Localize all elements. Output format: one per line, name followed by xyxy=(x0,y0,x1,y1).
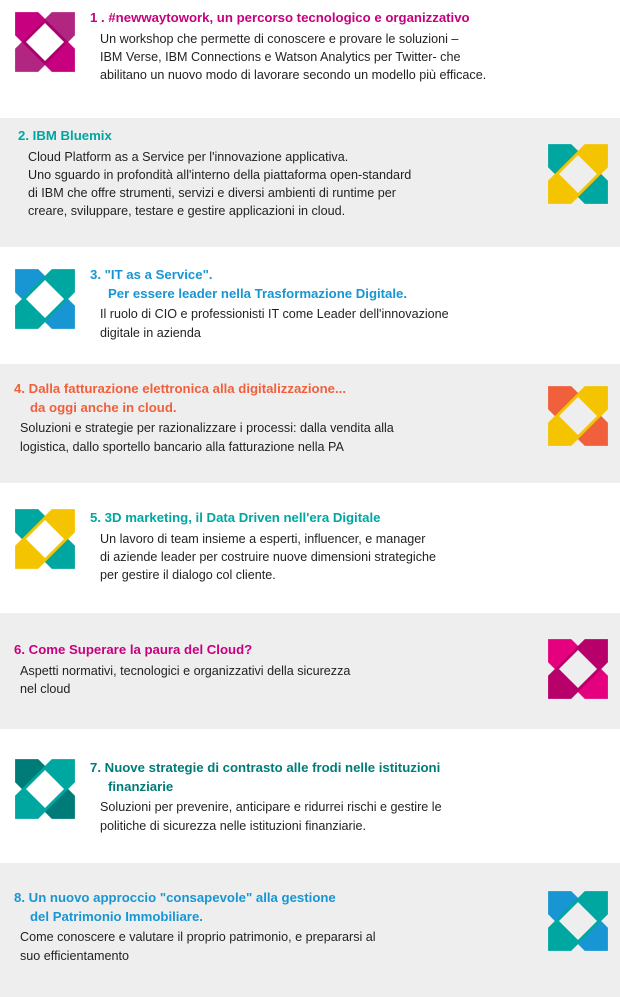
text-cell-2 xyxy=(0,118,544,221)
section-2-body-line-4: creare, sviluppare, testare e gestire applicazioni in cloud. xyxy=(28,204,346,219)
section-4-title-line-1: Dalla fatturazione elettronica alla digitalizzazione... xyxy=(28,381,346,396)
section-5-body-line-3: per gestire il dialogo col cliente. xyxy=(100,568,276,583)
section-7-number: 7. xyxy=(90,760,101,775)
text-cell-3 xyxy=(90,247,620,342)
section-2-body-line-3: di IBM che offre strumenti, servizi e diversi ambienti di runtime per xyxy=(28,186,396,201)
section-4 xyxy=(0,364,620,483)
section-5-body xyxy=(90,530,620,585)
ibm-ribbon-logo-orange-yellow-icon xyxy=(544,382,612,450)
section-8-title xyxy=(14,889,544,926)
section-8-body-line-2: suo efficientamento xyxy=(20,948,129,963)
logo-cell-8 xyxy=(544,863,620,955)
section-3-title xyxy=(90,266,620,303)
section-2-body-line-1: Cloud Platform as a Service per l'innovazione applicativa. xyxy=(28,149,349,164)
section-4-title-line-2: da oggi anche in cloud. xyxy=(30,399,177,415)
section-1-number: 1 . xyxy=(90,10,105,25)
section-5-body-line-1: Un lavoro di team insieme a esperti, influencer, e manager xyxy=(100,531,426,546)
section-7-body-line-2: politiche di sicurezza nelle istituzioni finanziarie. xyxy=(100,818,366,833)
section-7-body xyxy=(90,798,620,835)
section-2-title xyxy=(18,127,544,146)
section-3-body-line-2: digitale in azienda xyxy=(100,325,201,340)
section-1-title xyxy=(90,9,620,28)
section-7-body-line-1: Soluzioni per prevenire, anticipare e ridurrei rischi e gestire le xyxy=(100,800,442,815)
logo-cell-4 xyxy=(544,364,620,450)
section-2-title-line-1: IBM Bluemix xyxy=(32,128,112,143)
section-1-body xyxy=(90,30,620,85)
ibm-ribbon-logo-blue-icon xyxy=(544,887,612,955)
section-6-body xyxy=(14,662,544,699)
section-4-body-line-1: Soluzioni e strategie per razionalizzare i processi: dalla vendita alla xyxy=(20,421,394,436)
section-2 xyxy=(0,118,620,247)
section-6-body-line-1: Aspetti normativi, tecnologici e organizzativi della sicurezza xyxy=(20,663,351,678)
logo-cell-2 xyxy=(544,118,620,208)
ibm-ribbon-logo-blue-icon xyxy=(11,265,79,333)
text-cell-1 xyxy=(90,0,620,84)
section-3-title-line-2: Per essere leader nella Trasformazione Digitale. xyxy=(108,285,408,301)
ibm-ribbon-logo-teal-yellow-icon xyxy=(11,505,79,573)
section-4-title xyxy=(14,380,544,417)
logo-cell-3 xyxy=(0,247,90,333)
section-7-title xyxy=(90,759,620,796)
section-5 xyxy=(0,483,620,613)
section-6-body-line-2: nel cloud xyxy=(20,681,71,696)
section-3-number: 3. xyxy=(90,267,101,282)
ibm-ribbon-logo-magenta-icon xyxy=(11,8,79,76)
section-1-body-line-3: abilitano un nuovo modo di lavorare secondo un modello più efficace. xyxy=(100,68,487,83)
section-1-body-line-2: IBM Verse, IBM Connections e Watson Analytics per Twitter- che xyxy=(100,49,461,64)
section-8-number: 8. xyxy=(14,890,25,905)
section-6-number: 6. xyxy=(14,642,25,657)
section-5-body-line-2: di aziende leader per costruire nuove dimensioni strategiche xyxy=(100,549,437,564)
section-3 xyxy=(0,247,620,364)
section-6 xyxy=(0,613,620,729)
logo-cell-1 xyxy=(0,0,90,76)
section-8-title-line-1: Un nuovo approccio "consapevole" alla gestione xyxy=(28,890,336,905)
section-6-title-line-1: Come Superare la paura del Cloud? xyxy=(28,642,253,657)
ibm-ribbon-logo-teal-yellow-icon xyxy=(544,140,612,208)
section-5-number: 5. xyxy=(90,510,101,525)
section-4-number: 4. xyxy=(14,381,25,396)
section-5-title-line-1: 3D marketing, il Data Driven nell'era Digitale xyxy=(104,510,381,525)
section-4-body-line-2: logistica, dallo sportello bancario alla fatturazione nella PA xyxy=(20,439,344,454)
section-2-number: 2. xyxy=(18,128,29,143)
section-7-title-line-2: finanziarie xyxy=(108,778,174,794)
section-8-title-line-2: del Patrimonio Immobiliare. xyxy=(30,908,203,924)
text-cell-5 xyxy=(90,483,620,584)
text-cell-8 xyxy=(0,863,544,965)
section-2-body-line-2: Uno sguardo in profondità all'interno della piattaforma open-standard xyxy=(28,167,412,182)
section-7 xyxy=(0,729,620,863)
text-cell-7 xyxy=(90,729,620,835)
section-4-body xyxy=(14,419,544,456)
section-6-title xyxy=(14,641,544,660)
section-3-body xyxy=(90,305,620,342)
ibm-ribbon-logo-magenta-icon xyxy=(544,635,612,703)
section-5-title xyxy=(90,509,620,528)
section-3-title-line-1: "IT as a Service". xyxy=(104,267,213,282)
text-cell-6 xyxy=(0,613,544,698)
text-cell-4 xyxy=(0,364,544,456)
section-1-body-line-1: Un workshop che permette di conoscere e provare le soluzioni – xyxy=(100,31,459,46)
section-1-title-line-1: #newwaytowork, un percorso tecnologico e organizzativo xyxy=(108,10,470,25)
section-3-body-line-1: Il ruolo di CIO e professionisti IT come Leader dell'innovazione xyxy=(100,307,449,322)
logo-cell-6 xyxy=(544,613,620,703)
logo-cell-5 xyxy=(0,483,90,573)
section-8 xyxy=(0,863,620,997)
logo-cell-7 xyxy=(0,729,90,823)
section-2-body xyxy=(18,148,544,221)
section-8-body xyxy=(14,928,544,965)
ibm-ribbon-logo-dark-teal-icon xyxy=(11,755,79,823)
section-1 xyxy=(0,0,620,118)
section-7-title-line-1: Nuove strategie di contrasto alle frodi nelle istituzioni xyxy=(104,760,441,775)
section-8-body-line-1: Come conoscere e valutare il proprio patrimonio, e prepararsi al xyxy=(20,930,376,945)
